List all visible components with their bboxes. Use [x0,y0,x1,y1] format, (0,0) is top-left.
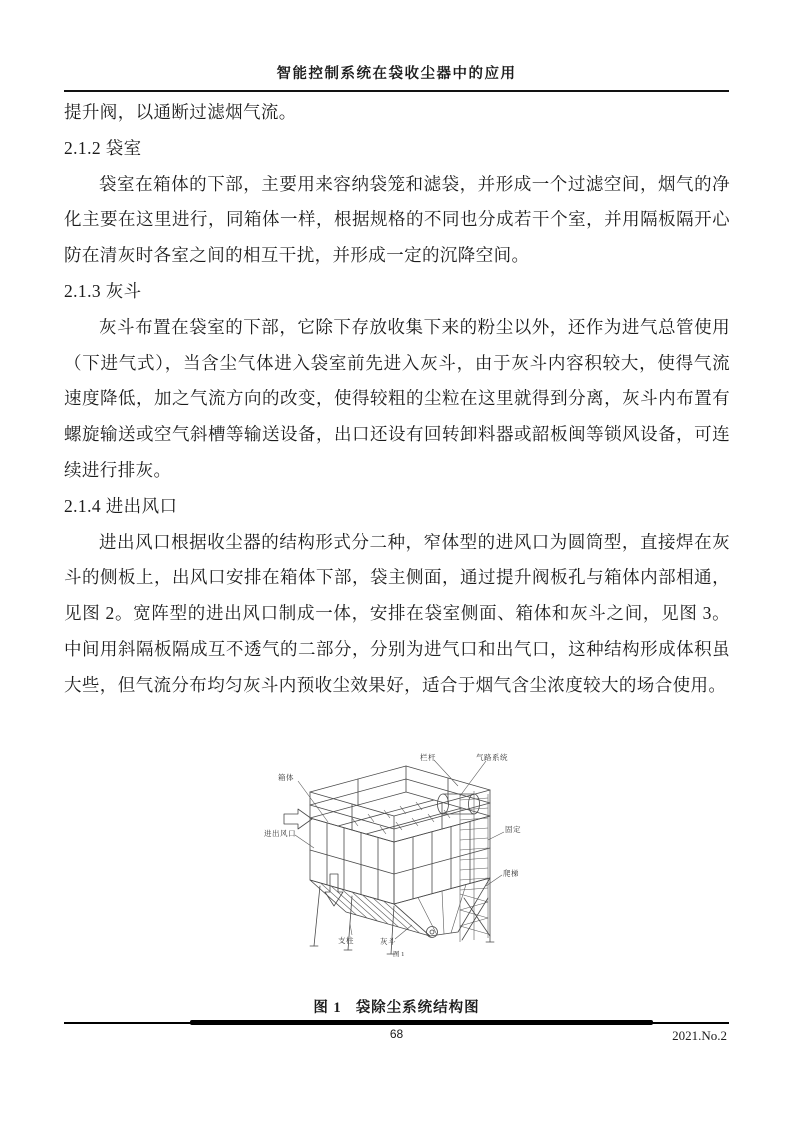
label-railing: 栏杆 [419,753,436,762]
section-heading-2-1-4: 2.1.4 进出风口 [64,495,178,516]
label-fig-number-small: 图 1 [392,951,404,958]
page-header [64,62,729,92]
figure-caption-number: 图 1 [313,1000,342,1016]
running-head-title: 智能控制系统在袋收尘器中的应用 [276,66,517,82]
figure-1 [0,744,793,1017]
page-footer [64,1027,729,1047]
section-paragraph-2-1-4: 进出风口根据收尘器的结构形式分二种，窄体型的进风口为圆筒型，直接焊在灰斗的侧板上，出风口安排在箱体下部，袋主侧面，通过提升阀板孔与箱体内部相通，见图 2。宽阵型的进出风口制成一体，安排在袋室侧面、箱体和灰斗之间，见图 3。中间用斜隔板隔成互不透气的二部分，分别为进气口和出气口，这种结构形成体积虽大些，但气流分布均匀灰斗内预收尘效果好，适合于烟气含尘浓度较大的场合使用。 [64,531,730,695]
inlet-flow-arrow [284,809,312,829]
label-support-column: 支柱 [337,936,354,945]
section-heading-2-1-3: 2.1.3 灰斗 [64,280,142,301]
journal-issue: 2021.No.2 [672,1028,727,1043]
figure-caption [0,996,793,1017]
section-heading-2-1-2: 2.1.2 袋室 [64,137,142,158]
label-ladder: 爬梯 [502,869,519,878]
header-rule [64,90,729,92]
label-inlet-outlet: 进出风口 [263,829,296,838]
paragraph-continuation: 提升阀，以通断过滤烟气流。 [64,102,297,122]
page-number: 68 [389,1027,404,1041]
body-text [64,95,730,704]
label-box-body: 箱体 [277,773,294,782]
label-ash-hopper: 灰斗 [379,937,396,946]
section-paragraph-2-1-3: 灰斗布置在袋室的下部，它除下存放收集下来的粉尘以外，还作为进气总管使用（下进气式），当含尘气体进入袋室前先进入灰斗，由于灰斗内容积较大，使得气流速度降低，加之气流方向的改变，使得较粗的尘粒在这里就得到分离，灰斗内布置有螺旋输送或空气斜槽等输送设备，出口还设有回转卸料器或韶板闽等锁风设备，可连续进行排灰。 [64,316,730,480]
section-paragraph-2-1-2: 袋室在箱体的下部，主要用来容纳袋笼和滤袋，并形成一个过滤空间，烟气的净化主要在这里进行，同箱体一样，根据规格的不同也分成若干个室，并用隔板隔开心防在清灰时各室之间的相互干扰，并形成一定的沉降空间。 [64,173,730,266]
label-air-circuit-system: 气路系统 [475,753,508,762]
figure-diagram [262,744,532,986]
figure-caption-title: 袋除尘系统结构图 [355,1000,480,1016]
leader-lines [295,760,504,939]
footer-rule-thick-segment [190,1020,653,1025]
label-fixing: 固定 [504,825,521,834]
railing-top-back [310,766,490,792]
hopper-section [310,878,490,938]
